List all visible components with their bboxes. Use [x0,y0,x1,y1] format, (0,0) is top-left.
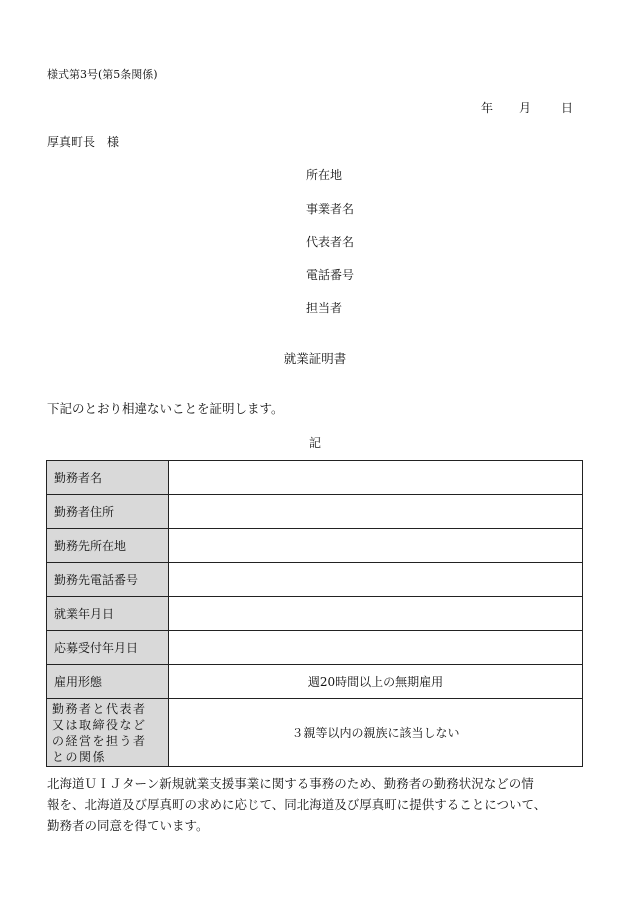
table-row [47,699,583,767]
applicant-representative-label: 代表者名 [306,235,355,249]
applicant-phone-label: 電話番号 [306,268,355,282]
row-value-workplace-phone[interactable] [169,563,583,597]
date-year-label: 年 [481,101,494,115]
table-row [47,631,583,665]
relation-label-line: 勤務者と代表者 [52,701,147,716]
consent-note-line: 北海道ＵＩＪターン新規就業支援事業に関する事務のため、勤務者の勤務状況などの情 [47,776,534,791]
applicant-address-label: 所在地 [306,168,343,182]
row-value-worker-address[interactable] [169,495,583,529]
row-label-workplace-address: 勤務先所在地 [47,529,169,563]
date-month-label: 月 [519,101,532,115]
table-row [47,597,583,631]
employment-record-table [46,460,583,767]
table-row [47,563,583,597]
table-row [47,461,583,495]
relation-label-line: との関係 [52,749,107,764]
row-label-employment-type: 雇用形態 [47,665,169,699]
relation-label-line: の経営を担う者 [52,733,147,748]
consent-note-line: 報を、北海道及び厚真町の求めに応じて、同北海道及び厚真町に提供することについて、 [47,797,547,812]
row-label-worker-address: 勤務者住所 [47,495,169,529]
row-value-workplace-address[interactable] [169,529,583,563]
intro-text: 下記のとおり相違ないことを証明します。 [47,401,284,416]
addressee [47,133,119,150]
table-row [47,665,583,699]
row-value-worker-name[interactable] [169,461,583,495]
row-label-application-date: 応募受付年月日 [47,631,169,665]
row-value-application-date[interactable] [169,631,583,665]
date-day-label: 日 [561,101,574,115]
form-number: 様式第3号(第5条関係) [47,68,158,81]
row-value-employment-date[interactable] [169,597,583,631]
document-title: 就業証明書 [283,351,347,366]
relation-label-line: 又は取締役など [52,717,147,732]
consent-note-line: 勤務者の同意を得ています。 [47,818,209,833]
table-row [47,529,583,563]
applicant-company-label: 事業者名 [306,202,355,216]
ki-heading: 記 [308,436,321,450]
consent-note [47,773,587,836]
row-label-worker-name: 勤務者名 [47,461,169,495]
applicant-contact-label: 担当者 [306,301,343,315]
row-label-workplace-phone: 勤務先電話番号 [47,563,169,597]
addressee-name: 厚真町長 [47,135,96,149]
addressee-honorific: 様 [107,135,120,149]
row-label-employment-date: 就業年月日 [47,597,169,631]
table-row [47,495,583,529]
row-label-relation [47,699,169,767]
row-value-employment-type: 週20時間以上の無期雇用 [169,665,583,699]
row-value-relation: ３親等以内の親族に該当しない [169,699,583,767]
